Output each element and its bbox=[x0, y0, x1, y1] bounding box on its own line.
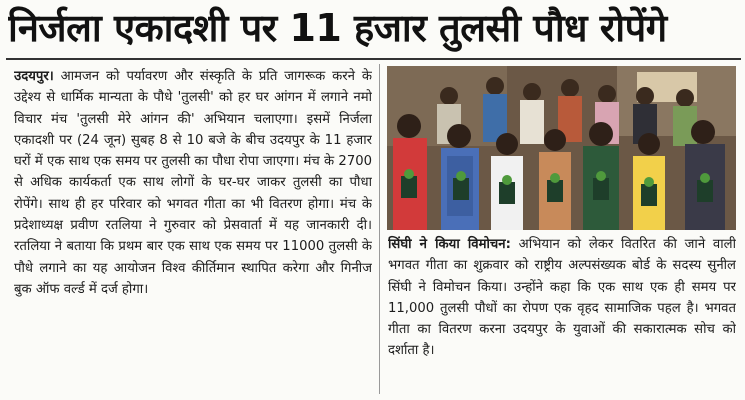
headline: निर्जला एकादशी पर 11 हजार तुलसी पौध रोपेंगे bbox=[8, 6, 667, 50]
photo-caption bbox=[388, 234, 736, 394]
article-body-text: आमजन को पर्यावरण और संस्कृति के प्रति जागरूक करने के उद्देश्य से धार्मिक मान्यता के पौधे 'तुलसी' को हर घर आंगन में लगाने नमो विचार मंच 'तुलसी मेरे आंगन की' अभियान चलाएगा। इसमें निर्जला एकादशी पर (24 जून) सुबह 8 से 10 बजे के बीच उदयपुर के 11 हजार घरों में एक साथ एक समय पर तुलसी का पौधा रोपा जाएगा। मंच के 2700 से अधिक कार्यकर्ता एक साथ लोगों के घर-घर जाकर तुलसी का पौधा रोपेंगे। साथ ही हर परिवार को भगवत गीता का भी वितरण होगा। मंच के प्रदेशाध्यक्ष प्रवीण रतलिया ने गुरुवार को प्रेसवार्ता में यह जानकारी दी। रतलिया ने बताया कि प्रथम बार एक साथ एक समय पर 11000 तुलसी के पौधे लगाने का यह आयोजन विश्व कीर्तिमान स्थापित करेगा और गिनीज बुक ऑफ वर्ल्ड में दर्ज होगा। bbox=[14, 69, 372, 297]
article-body bbox=[14, 66, 372, 396]
headline-rule bbox=[6, 58, 741, 60]
event-photo bbox=[387, 66, 736, 230]
dateline: उदयपुर। bbox=[14, 69, 54, 84]
group-photo-illustration bbox=[387, 66, 736, 230]
caption-lead: सिंघी ने किया विमोचन: bbox=[388, 237, 511, 252]
column-divider bbox=[379, 64, 380, 394]
caption-text: अभियान को लेकर वितरित की जाने वाली भगवत गीता का शुक्रवार को राष्ट्रीय अल्पसंख्यक बोर्ड के सदस्य सुनील सिंघी ने विमोचन किया। उन्होंने कहा कि एक साथ एक ही समय पर 11,000 तुलसी पौधों का रोपण एक वृहद सामाजिक पहल है। भगवत गीता का वितरण करना उदयपुर के युवाओं की सकारात्मक सोच को दर्शाता है। bbox=[388, 237, 736, 359]
